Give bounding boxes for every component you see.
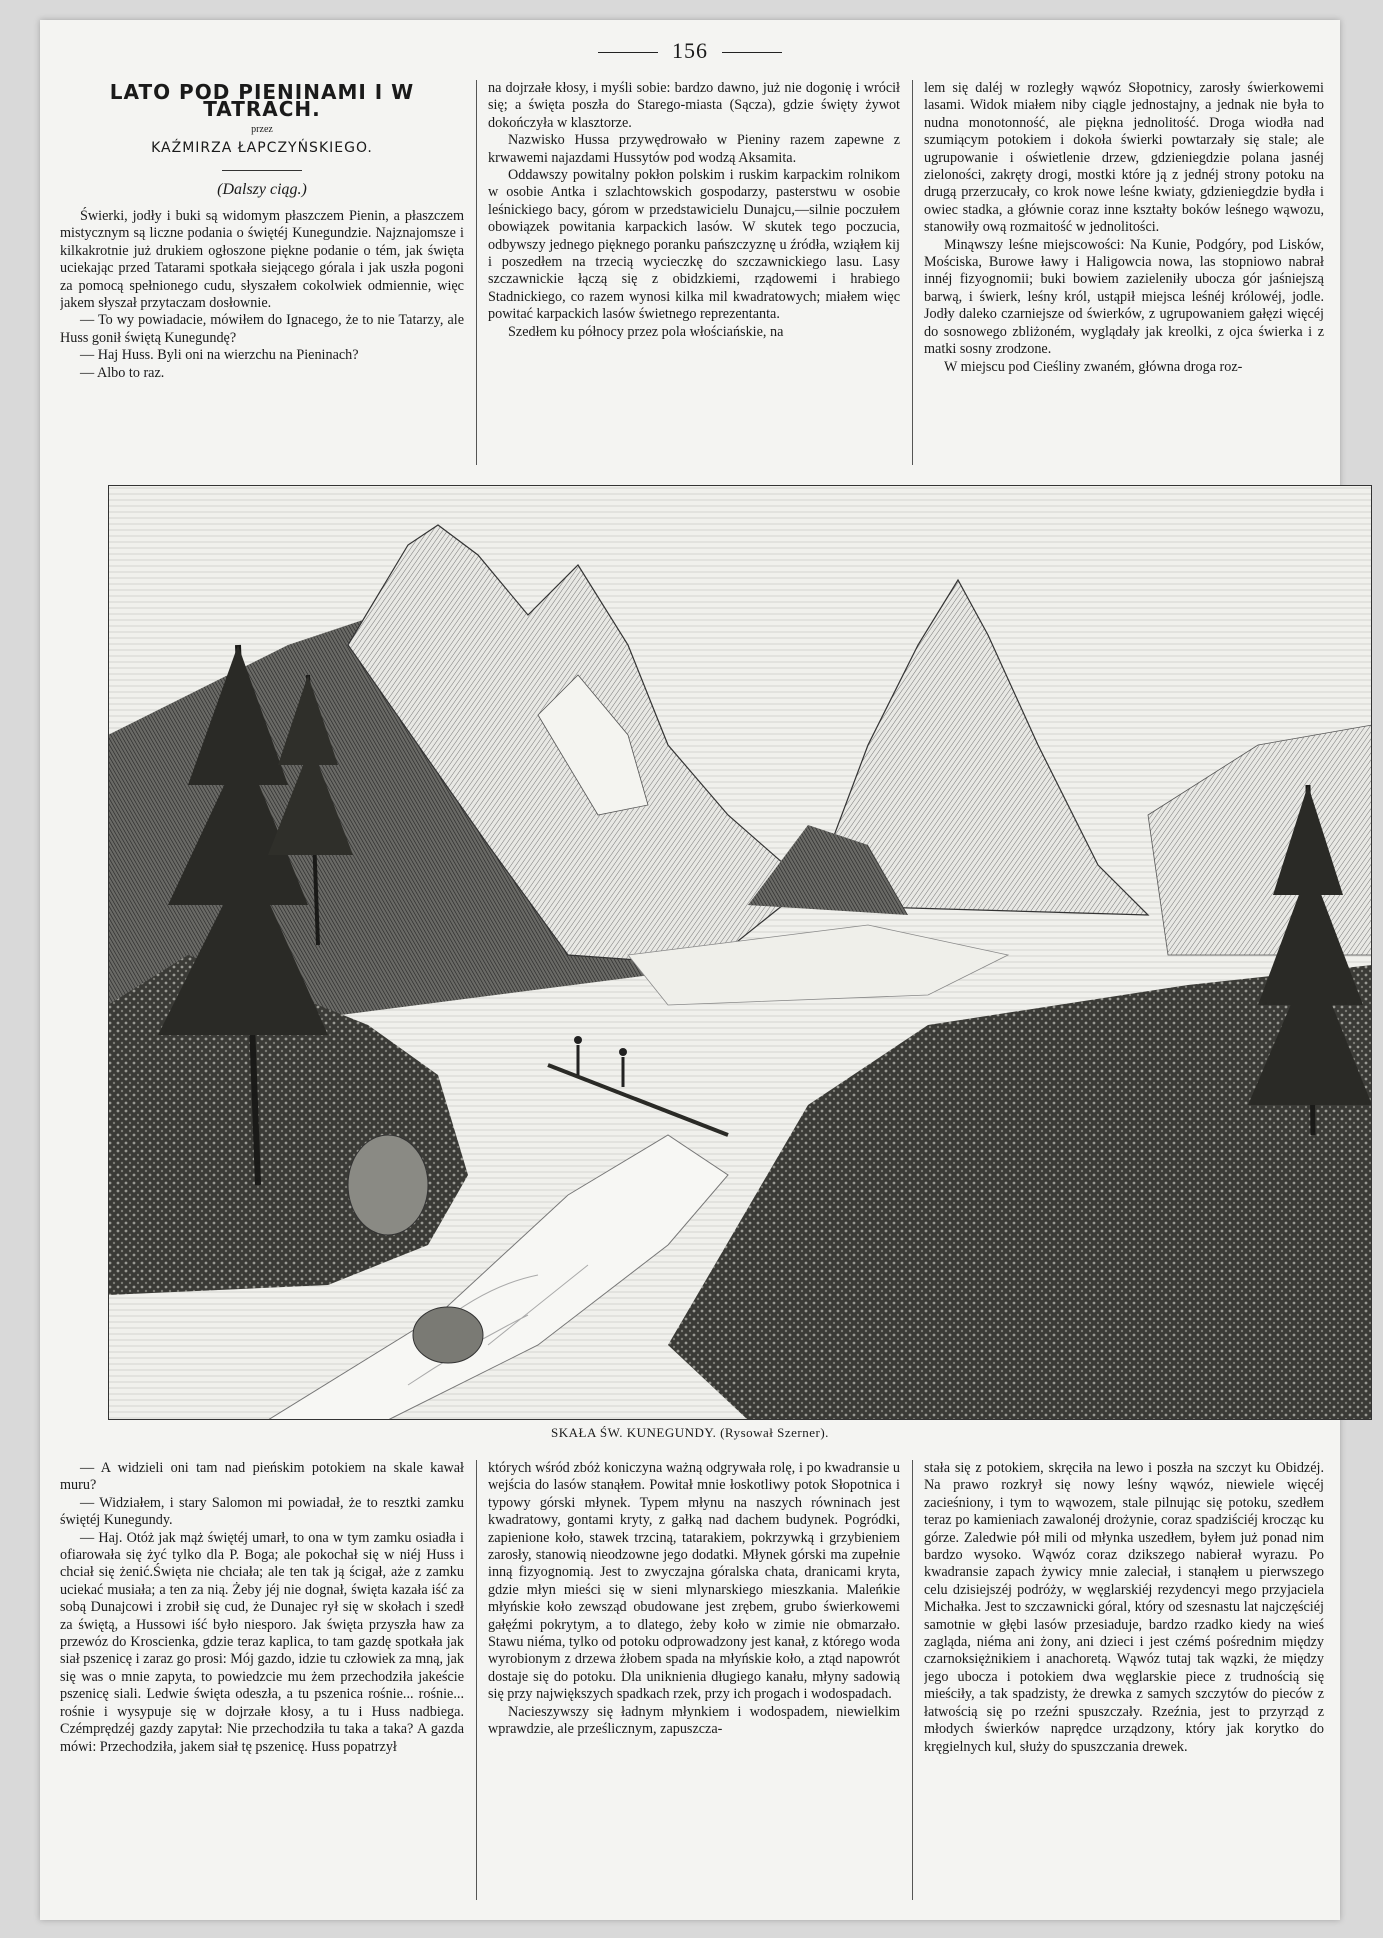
paragraph: — To wy powiadacie, mówiłem do Ignacego, że to nie Tatarzy, ale Huss gonił świętą Kunegundę? [60,312,464,346]
column-top-2 [488,80,900,465]
page-number-text: 156 [672,38,708,63]
engraving-illustration [108,485,1372,1420]
paragraph: Szedłem ku północy przez pola włościańskie, na [508,323,784,340]
column-divider [912,80,913,465]
paragraph: na dojrzałe kłosy, i myśli sobie: bardzo dawno, już nie dogonię i wrócił się; a święta poszła do Starego-miasta (Sącza), gdzie święty żywot dokończyła w klasztorze. [488,80,900,131]
paragraph: — A widzieli oni tam nad pieńskim potokiem na skale kawał muru? [60,1460,464,1494]
column-divider [912,1460,913,1900]
title-divider [222,170,302,171]
paragraph: — Widziałem, i stary Salomon mi powiadał, że to resztki zamku świętéj Kunegundy. [60,1494,464,1529]
page-number-rule-left [598,52,658,53]
column-divider [476,80,477,465]
rock-left [348,1135,428,1235]
paragraph: — Haj Huss. Byli oni na wierzchu na Pieninach? [80,347,359,364]
paragraph: — Haj. Otóż jak mąż świętéj umarł, to ona w tym zamku osiadła i ofiarowała się żyć tylko dla P. Boga; ale pokochał się w niéj Huss i chciał się żenić.Święta nie chciała; ale ten tak ją ścigał, aże z zamku uciekać musiała; a ten za nią. Żeby jéj nie dognał, święta kazała iść za sobą Dunajcowi i zrobił się cud, że Dunajec rył się w skołach i szedł za świętą, a Hussowi iść było niesporo. Jak święta przyszła haw za przewóz do Kroscienka, gdzie teraz kaplica, to tam gazdę spotkała jak siał pszenicę i zaraz go prosi: Mój gazdo, idzie tu człowiek za mną, jak się was o mnie zapyta, to powiedzcie mu żem przechodziła jakeście pszenicę siali. Ledwie święta odeszła, a tu pszenica rośnie... rośnie... rośnie i wysypuje się w dojrzałe kłosy, a tu i Huss nadbiega. Czémprędzéj gazdy zapytał: Nie przechodziła tu taka a taka? A gazda mówi: Przechodziła, jakem siał tę pszenicę. Huss popatrzył [60,1529,464,1755]
paragraph: Świerki, jodły i buki są widomym płaszczem Pienin, a płaszczem mistycznym są liczne podania o świętéj Kunegundzie. Najznajomsze i kilkakrotnie już drukiem ogłoszone piękne podanie o tém, jak święta uciekając przed Tatarami spotkała siejącego górala i jak uszła pogoni za pomocą spełnionego cudu, słyszałem cokolwiek odmiennie, więc jakem słyszał przytaczam dosłownie. [60,208,464,312]
paragraph: Nazwisko Hussa przywędrowało w Pieniny razem zapewne z krwawemi najazdami Hussytów pod wodzą Aksamita. [488,132,900,166]
column-bottom-1 [60,1460,464,1900]
paragraph: lem się daléj w rozległy wąwóz Słopotnicy, zarosły świerkowemi lasami. Widok miałem niby ciągle jednostajny, a jednak nie była to nudna monotonność, ale piękna jednolitość. Droga wiodła nad szumiącym potokiem i dokoła świerki powtarzały się stale; ale ugrupowanie i oświetlenie drzew, gdzieniegdzie polana jasnéj zieloności, zakręty drogi, mostki które ją z jednéj strony potoku na drugą przerzucały, co krok nowe leśne kwiaty, gdzieniegdzie bydła i owiec stadka, a głównie coraz inne kształty boków leśnego wąwozu, stanowiły ową rozmaitość w jednolitości. [924,80,1324,236]
newspaper-page [40,20,1340,1920]
article-byline-przez: przez [251,123,273,135]
paragraph: Nacieszywszy się ładnym młynkiem i wodospadem, niewielkim wprawdzie, ale prześlicznym, zapuszcza- [488,1703,900,1738]
column-divider [476,1460,477,1900]
paragraph: stała się z potokiem, skręciła na lewo i poszła na szczyt ku Obidzéj. Na prawo rozkrył się nowy leśny wąwóz, niewiele więcéj zacieśniony, i tym to wąwozem, stale pilnując się potoku, szedłem teraz po kamieniach zawalonéj drożynie, coraz spadziściéj krocząc ku górze. Zaledwie pół mili od młynka uszedłem, byłem już ponad nim bardzo wysoko. Wąwóz coraz dzikszego nabierał wyrazu. Po kwadransie zapach żywicy mnie zaleciał, i stanąłem u pierwszego celu dzisiejszéj podróży, w węglarskiéj rezydencyi mego przyjaciela Michałka. Jest to szczawnicki góral, który od szesnastu lat najczęściéj samotnie w głębi lasów przesiaduje, bardzo rzadko kiedy na wieś zagląda, niéma ani żony, ani dzieci i jest czémś pośrednim między czarnoksiężnikiem i anachoretą. Wąwóz tutaj tak wązki, że między jego ubocza i potokiem dwa węglarskie piece z trudnością się mieściły, a tak spadzisty, że drewka z samych szczytów do pieców z łatwością się po rzeźni spuszczały. Rzeźnia, jest to przyrząd z młodych świerków naprędce urządzony, który jak korytko do kręgielnych kul, służy do spuszczania drewek. [924,1460,1324,1755]
column-top-1 [60,80,464,465]
paragraph: których wśród zbóż koniczyna ważną odgrywała rolę, i po kwadransie u wejścia do lasów stanąłem. Powitał mnie łoskotliwy potok Słopotnica i typowy górski młynek. Typem młynu na naszych równinach jest kwadratowy, gontami kryty, z gałką nad dachem budynek. Pogródki, zapienione koło, stawek trzciną, tatarakiem, pokrzywką i grzybieniem zarosły, stanowią nieodzowne jego dodatki. Młynek górski ma zupełnie inną fizyognomią. Jest to zwyczajna góralska chata, dranicami kryta, gdzie młyn mieści się w sieni mlynarskiego mieszkania. Maleńkie młyńskie koło zewsząd obudowane jest zrębem, grubo świerkowemi gałęźmi pokrytym, a to dlatego, żeby koło w zimie nie obmarzało. Stawu niéma, tylko od potoku odprowadzony jest kanał, z którego woda wyrobionym z drzewa żłobem spada na młyńskie koło, a ztąd napowrót dostaje się do potoku. Dla uniknienia długiego kanału, młyny sadowią się przy największych spadkach rzek, przy ich progach i wodospadach. [488,1460,900,1703]
article-author: KAŹMIRZA ŁAPCZYŃSKIEGO. [151,140,373,157]
column-top-3 [924,80,1324,465]
column-bottom-3 [924,1460,1324,1900]
paragraph: — Albo to raz. [80,364,165,381]
rock-foreground [413,1307,483,1363]
continued-note: (Dalszy ciąg.) [217,180,307,198]
page-number [40,38,1340,64]
paragraph: Minąwszy leśne miejscowości: Na Kunie, Podgóry, pod Lisków, Mościska, Burowe ławy i Haligowcia nowa, las stopniowo nabrał innéj fizyognomii; buki bowiem zazieleniły ubocza gór jaśniejszą barwą, i świerk, leśny król, ustąpił miejsca leśnéj królowéj, jodle. Jodły daleko czarniejsze od świerków, z ugrupowaniem gałęzi więcéj do sosnowego zbliżoném, wyglądały jak kreolki, z ojca świerka i z matki sosny zrodzone. [924,236,1324,358]
article-title: LATO POD PIENINAMI I W TATRACH. [109,80,415,122]
page-number-rule-right [722,52,782,53]
illustration-caption: SKAŁA ŚW. KUNEGUNDY. (Rysował Szerner). [551,1425,829,1440]
paragraph: Oddawszy powitalny pokłon polskim i ruskim karpackim rolnikom w osobie Antka i szlachtowskich gospodarzy, pasterstwu w osobie leśnickiego bacy, górom w przedstawicielu Dunajcu,—silnie poczułem obowiązek powitania karpackich lasów. W skutek tego poczucia, odbywszy jednego pięknego poranku pańszczyznę u źródła, wziąłem kij i poszedłem na trzecią wycieczkę do szczawnickiego lasu. Lasy szczawnickie łączą się z obidzkiemi, rządowemi i hrabiego Stadnickiego, co razem wynosi kilka mil kwadratowych; miałem więc powitać karpackich lasów świetnego reprezentanta. [488,167,900,323]
paragraph: W miejscu pod Cieśliny zwaném, główna droga roz- [944,358,1243,375]
column-bottom-2 [488,1460,900,1900]
